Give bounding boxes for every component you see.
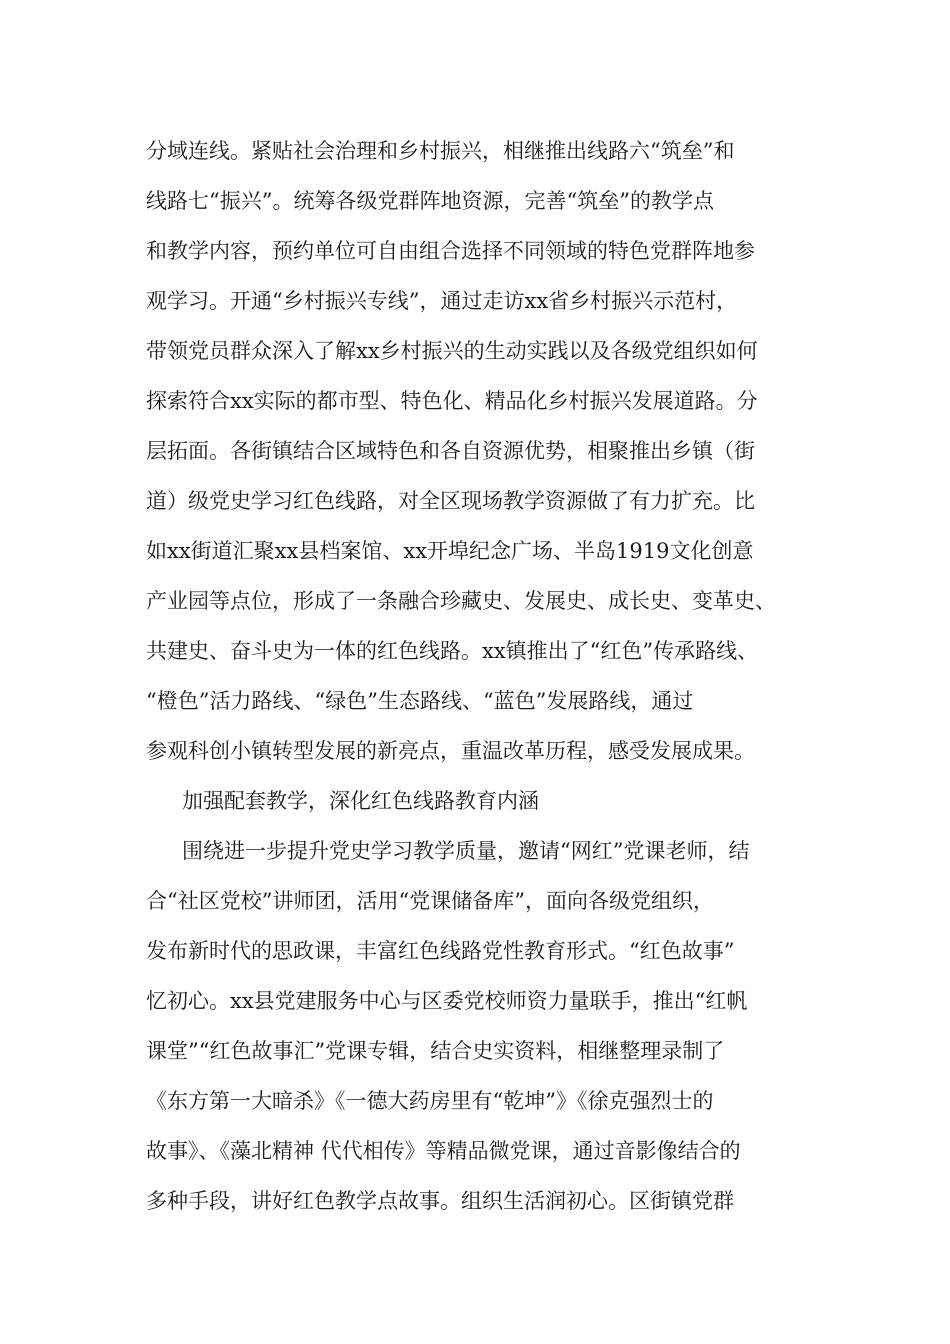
text-line: 多种手段，讲好红色教学点故事。组织生活润初心。区街镇党群: [146, 1189, 734, 1213]
text-line: 如xx街道汇聚xx县档案馆、xx开埠纪念广场、半岛1919文化创意: [146, 539, 754, 563]
text-line: 线路七“振兴”。统筹各级党群阵地资源，完善“筑垒”的教学点: [146, 189, 714, 213]
text-line: 故事》、《藻北精神 代代相传》等精品微党课，通过音影像结合的: [146, 1139, 741, 1163]
text-line: 产业园等点位，形成了一条融合珍藏史、发展史、成长史、变革史、: [146, 589, 776, 613]
paragraph-2: [146, 832, 826, 1232]
text-line: 合“社区党校”讲师团，活用“党课储备库”，面向各级党组织，: [146, 889, 714, 913]
text-line: 分域连线。紧贴社会治理和乡村振兴，相继推出线路六“筑垒”和: [146, 139, 735, 163]
text-line: “橙色”活力路线、“绿色”生态路线、“蓝色”发展路线，通过: [146, 689, 694, 713]
text-line: 探索符合xx实际的都市型、特色化、精品化乡村振兴发展道路。分: [146, 389, 758, 413]
paragraph-1: [146, 132, 826, 782]
document-body: [146, 132, 826, 1232]
text-line: 发布新时代的思政课，丰富红色线路党性教育形式。“红色故事”: [146, 939, 735, 963]
text-line: 共建史、奋斗史为一体的红色线路。xx镇推出了“红色”传承路线、: [146, 639, 759, 663]
text-line: 课堂”“红色故事汇”党课专辑，结合史实资料，相继整理录制了: [146, 1039, 725, 1063]
text-line: 和教学内容，预约单位可自由组合选择不同领域的特色党群阵地参: [146, 239, 755, 263]
text-line: 层拓面。各街镇结合区域特色和各自资源优势，相聚推出乡镇（街: [146, 439, 755, 463]
text-line: 围绕进一步提升党史学习教学质量，邀请“网红”党课老师，结: [182, 839, 750, 863]
section-heading: 加强配套教学，深化红色线路教育内涵: [182, 789, 539, 813]
text-line: 《东方第一大暗杀》《一德大药房里有“乾坤”》《徐克强烈士的: [146, 1089, 714, 1113]
text-line: 忆初心。xx县党建服务中心与区委党校师资力量联手，推出“红帆: [146, 989, 748, 1013]
text-line: 观学习。开通“乡村振兴专线”，通过走访xx省乡村振兴示范村，: [146, 289, 738, 313]
text-line: 带领党员群众深入了解xx乡村振兴的生动实践以及各级党组织如何: [146, 339, 758, 363]
text-line: 道）级党史学习红色线路，对全区现场教学资源做了有力扩充。比: [146, 489, 755, 513]
text-line: 参观科创小镇转型发展的新亮点，重温改革历程，感受发展成果。: [146, 739, 755, 763]
